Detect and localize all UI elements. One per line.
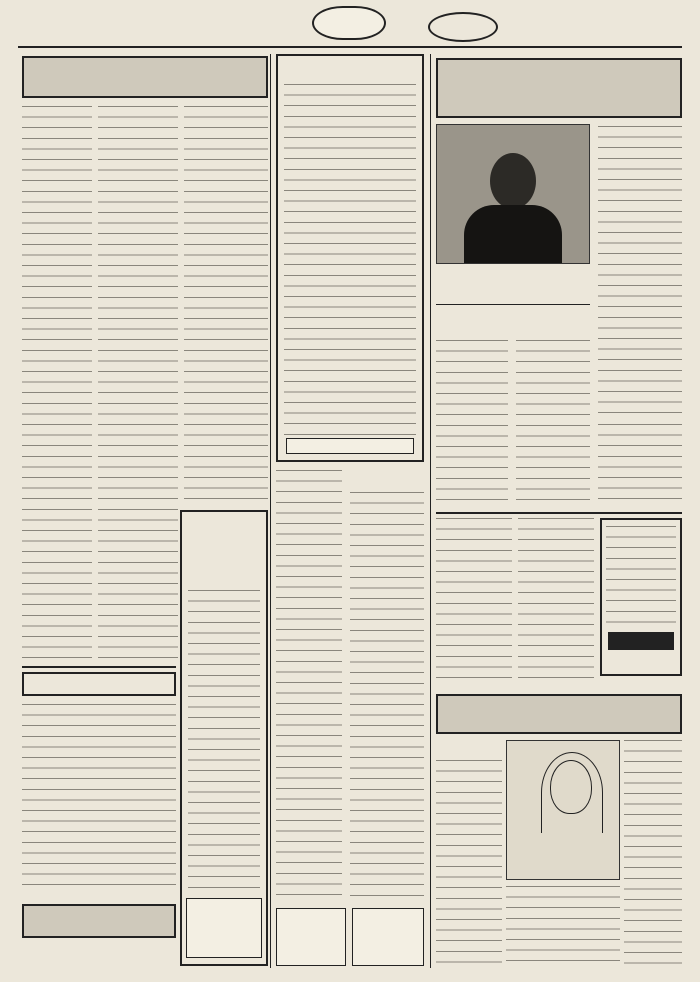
poem1-text-col1: [350, 492, 424, 896]
lead-headline-banner: [436, 58, 682, 118]
crying-story-title: [436, 694, 682, 734]
question-tag: [608, 632, 674, 650]
mid-story-text-col1: [518, 518, 594, 686]
gaza-text-col2: [98, 106, 178, 658]
poem2-box: [180, 510, 268, 966]
question-box: [600, 518, 682, 676]
crying-text-col2: [506, 886, 620, 966]
poem2-text: [188, 590, 260, 890]
center-column-box: [276, 54, 424, 462]
woman-sketch: [506, 740, 620, 880]
caption-rule: [436, 304, 590, 305]
lead-story-text-col3: [436, 340, 508, 506]
gaza-letter-byline: [22, 904, 176, 938]
newspaper-logo: [312, 6, 386, 40]
gaza-text-col3: [22, 106, 92, 658]
gaza-letter-title: [22, 56, 268, 98]
ink-stamp: [428, 12, 498, 42]
lead-story-text-col2: [516, 340, 590, 506]
poem1-text-col2: [276, 470, 342, 896]
column-divider-right: [430, 54, 431, 968]
poem2-byline: [276, 908, 346, 966]
pens-text: [22, 704, 176, 894]
lead-bottom-rule: [436, 512, 682, 514]
poet-photo: [436, 124, 590, 264]
center-column-byline: [286, 438, 414, 454]
poem2-collection: [186, 898, 262, 958]
mid-story-text-col2: [436, 518, 512, 686]
pens-rule: [22, 666, 176, 668]
lead-story-text-col1: [598, 126, 682, 418]
header-rule: [18, 46, 682, 48]
crying-text-col1: [624, 740, 682, 966]
center-column-text: [284, 84, 416, 438]
gaza-text-col1: [184, 106, 268, 502]
crying-text-col3: [436, 760, 502, 966]
column-divider-left: [270, 54, 271, 968]
question-text: [606, 526, 676, 624]
lead-story-text-col1b: [598, 424, 682, 506]
pens-section-title: [22, 672, 176, 696]
poem1-byline: [352, 908, 424, 966]
